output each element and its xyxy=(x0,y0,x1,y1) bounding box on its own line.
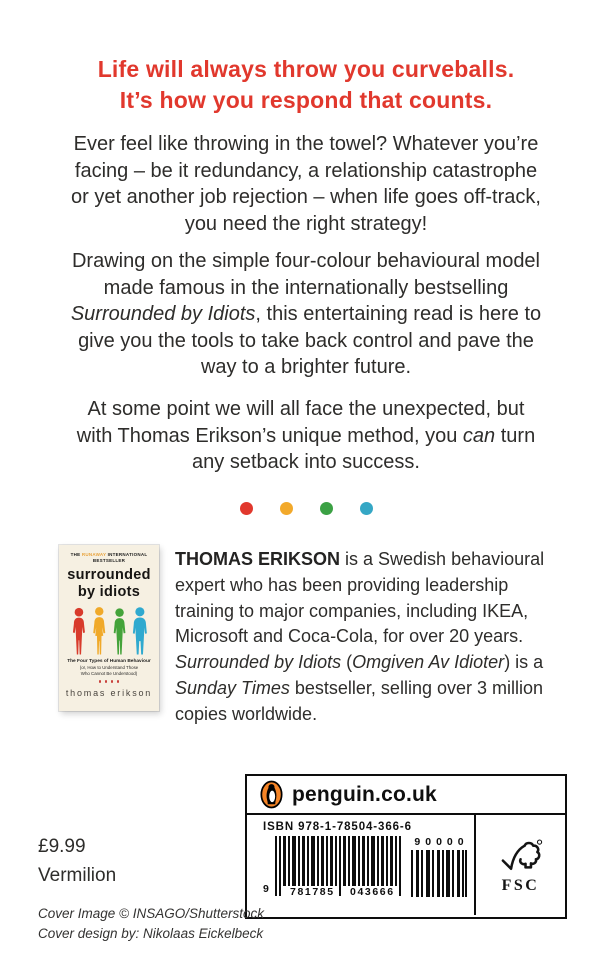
red-dot-icon xyxy=(240,502,253,515)
thumbnail-subtitle-line1: The Four Types of Human Behaviour xyxy=(67,659,151,664)
ean-digit-group-1: 781785 xyxy=(290,886,335,898)
thumbnail-dot-icon xyxy=(99,680,102,683)
headline xyxy=(0,54,612,116)
thumbnail-banner xyxy=(59,552,159,564)
amber-dot-icon xyxy=(280,502,293,515)
banner-text-a: THE xyxy=(70,552,82,557)
barcode-panel xyxy=(247,815,565,915)
banner-highlight: RUNAWAY xyxy=(81,552,107,557)
fsc-cell xyxy=(476,815,565,915)
thumbnail-title xyxy=(59,567,159,600)
ean-barcode xyxy=(263,836,403,900)
supplemental-barcode xyxy=(411,836,469,900)
thumbnail-subtitle-line3: Who Cannot Be Understood) xyxy=(80,670,138,676)
bio-sunday-times: Sunday Times xyxy=(175,677,290,698)
blurb-p3-text-a: At some point we will all face the unexpected, but with Thomas Erikson’s unique method, you xyxy=(76,398,525,447)
price: £9.99 xyxy=(38,836,86,857)
fsc-tree-icon xyxy=(499,838,543,876)
blurb-paragraph-2 xyxy=(69,248,543,381)
blurb-p2-text-a: Drawing on the simple four-colour behavioural model made famous in the internationally bestselling xyxy=(71,250,541,299)
thumbnail-author: thomas erikson xyxy=(65,687,153,698)
isbn-label: ISBN 978-1-78504-366-6 xyxy=(263,821,412,833)
bio-text-c: ) is a xyxy=(504,652,544,673)
price-code: 90000 xyxy=(414,836,469,848)
four-silhouettes-illustration xyxy=(70,606,148,655)
colour-dots-divider xyxy=(0,502,612,515)
blurb-p3-text-b: turn any setback into success. xyxy=(192,424,536,473)
thumbnail-dot-icon xyxy=(111,680,114,683)
bio-text-a: is a Swedish behavioural expert who has been providing leadership training to major companies, including IKEA, Microsoft and Coca-Cola, for over 20 years. xyxy=(175,549,545,647)
imprint-block xyxy=(38,836,264,944)
imprint-name: Vermilion xyxy=(38,865,117,886)
thumbnail-subtitle-line2: (or, How to Understand Those xyxy=(79,665,139,670)
penguin-logo-icon xyxy=(260,780,283,809)
blurb-p2-text-b: , this entertaining read is here to give you the tools to take back control and pave the way to a brighter future. xyxy=(78,303,542,378)
book-cover-thumbnail xyxy=(59,545,159,711)
bio-book-title: Surrounded by Idiots xyxy=(175,652,342,673)
cover-design-credit: Cover design by: Nikolaas Eickelbeck xyxy=(38,926,264,941)
bio-foreign-title: Omgiven Av Idioter xyxy=(352,652,505,673)
thumbnail-dot-icon xyxy=(105,680,108,683)
bio-text-d: bestseller, selling over 3 million copies worldwide. xyxy=(175,677,544,724)
publisher-info-box xyxy=(245,774,567,919)
author-section xyxy=(59,545,561,728)
penguin-website: penguin.co.uk xyxy=(292,782,437,806)
author-bio xyxy=(175,547,559,728)
blurb-p3-emphasis: can xyxy=(462,424,496,447)
cover-credits xyxy=(38,904,264,944)
headline-line2: It’s how you respond that counts. xyxy=(119,87,493,113)
penguin-header xyxy=(247,776,565,815)
banner-text-b: INTERNATIONAL BESTSELLER xyxy=(92,552,148,563)
fsc-label: FSC xyxy=(501,876,540,894)
blurb-paragraph-3 xyxy=(69,396,543,476)
thumbnail-dot-icon xyxy=(117,680,120,683)
cover-image-credit: Cover Image © INSAGO/Shutterstock xyxy=(38,906,265,921)
thumbnail-title-line1: surrounded xyxy=(67,567,151,583)
thumbnail-title-line2: by idiots xyxy=(77,583,141,600)
bio-text-b: ( xyxy=(341,652,353,673)
author-name: THOMAS ERIKSON xyxy=(175,549,341,569)
headline-line1: Life will always throw you curveballs. xyxy=(97,56,515,82)
ean-digit-group-2: 043666 xyxy=(350,886,395,898)
blurb-paragraph-1: Ever feel like throwing in the towel? Whatever you’re facing – be it redundancy, a relationship catastrophe or yet another job rejection – when life goes off-track, you need the right strategy! xyxy=(71,133,541,235)
blue-dot-icon xyxy=(360,502,373,515)
thumbnail-dots xyxy=(59,680,159,683)
green-dot-icon xyxy=(320,502,333,515)
barcode-cell xyxy=(247,815,476,915)
blurb-p2-book-title: Surrounded by Idiots xyxy=(70,303,256,325)
ean-leading-digit: 9 xyxy=(263,883,269,895)
